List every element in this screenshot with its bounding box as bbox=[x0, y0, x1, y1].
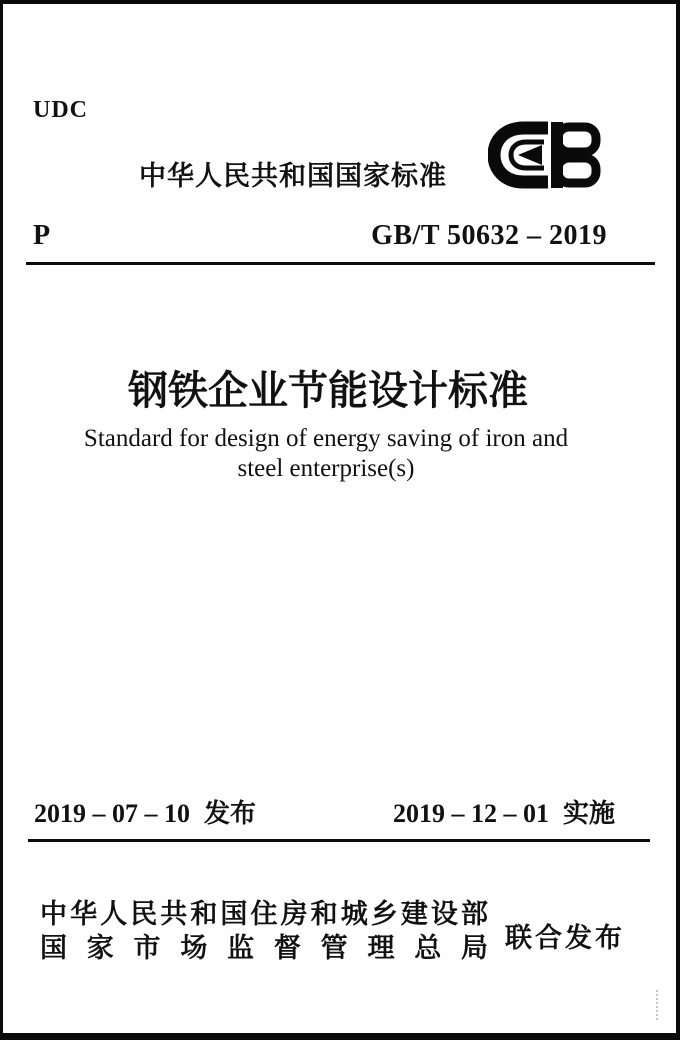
national-standard-header: 中华人民共和国国家标准 bbox=[139, 161, 447, 191]
doc-classification-label: P bbox=[33, 220, 51, 251]
publisher-line2: 国家市场监督管理总局 bbox=[40, 933, 488, 963]
gb-logo-icon bbox=[488, 120, 602, 190]
implement-label: 实施 bbox=[562, 798, 615, 828]
issue-date: 2019 – 07 – 10 bbox=[34, 799, 190, 828]
standard-number: GB/T 50632 – 2019 bbox=[371, 220, 607, 251]
udc-label: UDC bbox=[33, 97, 88, 123]
standard-title-en-line2: steel enterprise(s) bbox=[237, 455, 415, 482]
standard-title-cn: 钢铁企业节能设计标准 bbox=[128, 368, 528, 413]
issue-label: 发布 bbox=[204, 798, 257, 828]
implement-date-row bbox=[393, 793, 615, 830]
publisher-block bbox=[40, 897, 488, 965]
publisher-line1: 中华人民共和国住房和城乡建设部 bbox=[40, 899, 488, 929]
scan-artifact-mark bbox=[656, 990, 658, 1020]
standard-title-en bbox=[3, 424, 649, 484]
header-divider-rule bbox=[26, 262, 655, 265]
issue-date-row bbox=[34, 793, 256, 830]
footer-divider-rule bbox=[28, 839, 650, 842]
standard-title-en-line1: Standard for design of energy saving of iron and bbox=[83, 425, 569, 452]
joint-publish-label: 联合发布 bbox=[505, 923, 625, 953]
implement-date: 2019 – 12 – 01 bbox=[392, 799, 549, 828]
